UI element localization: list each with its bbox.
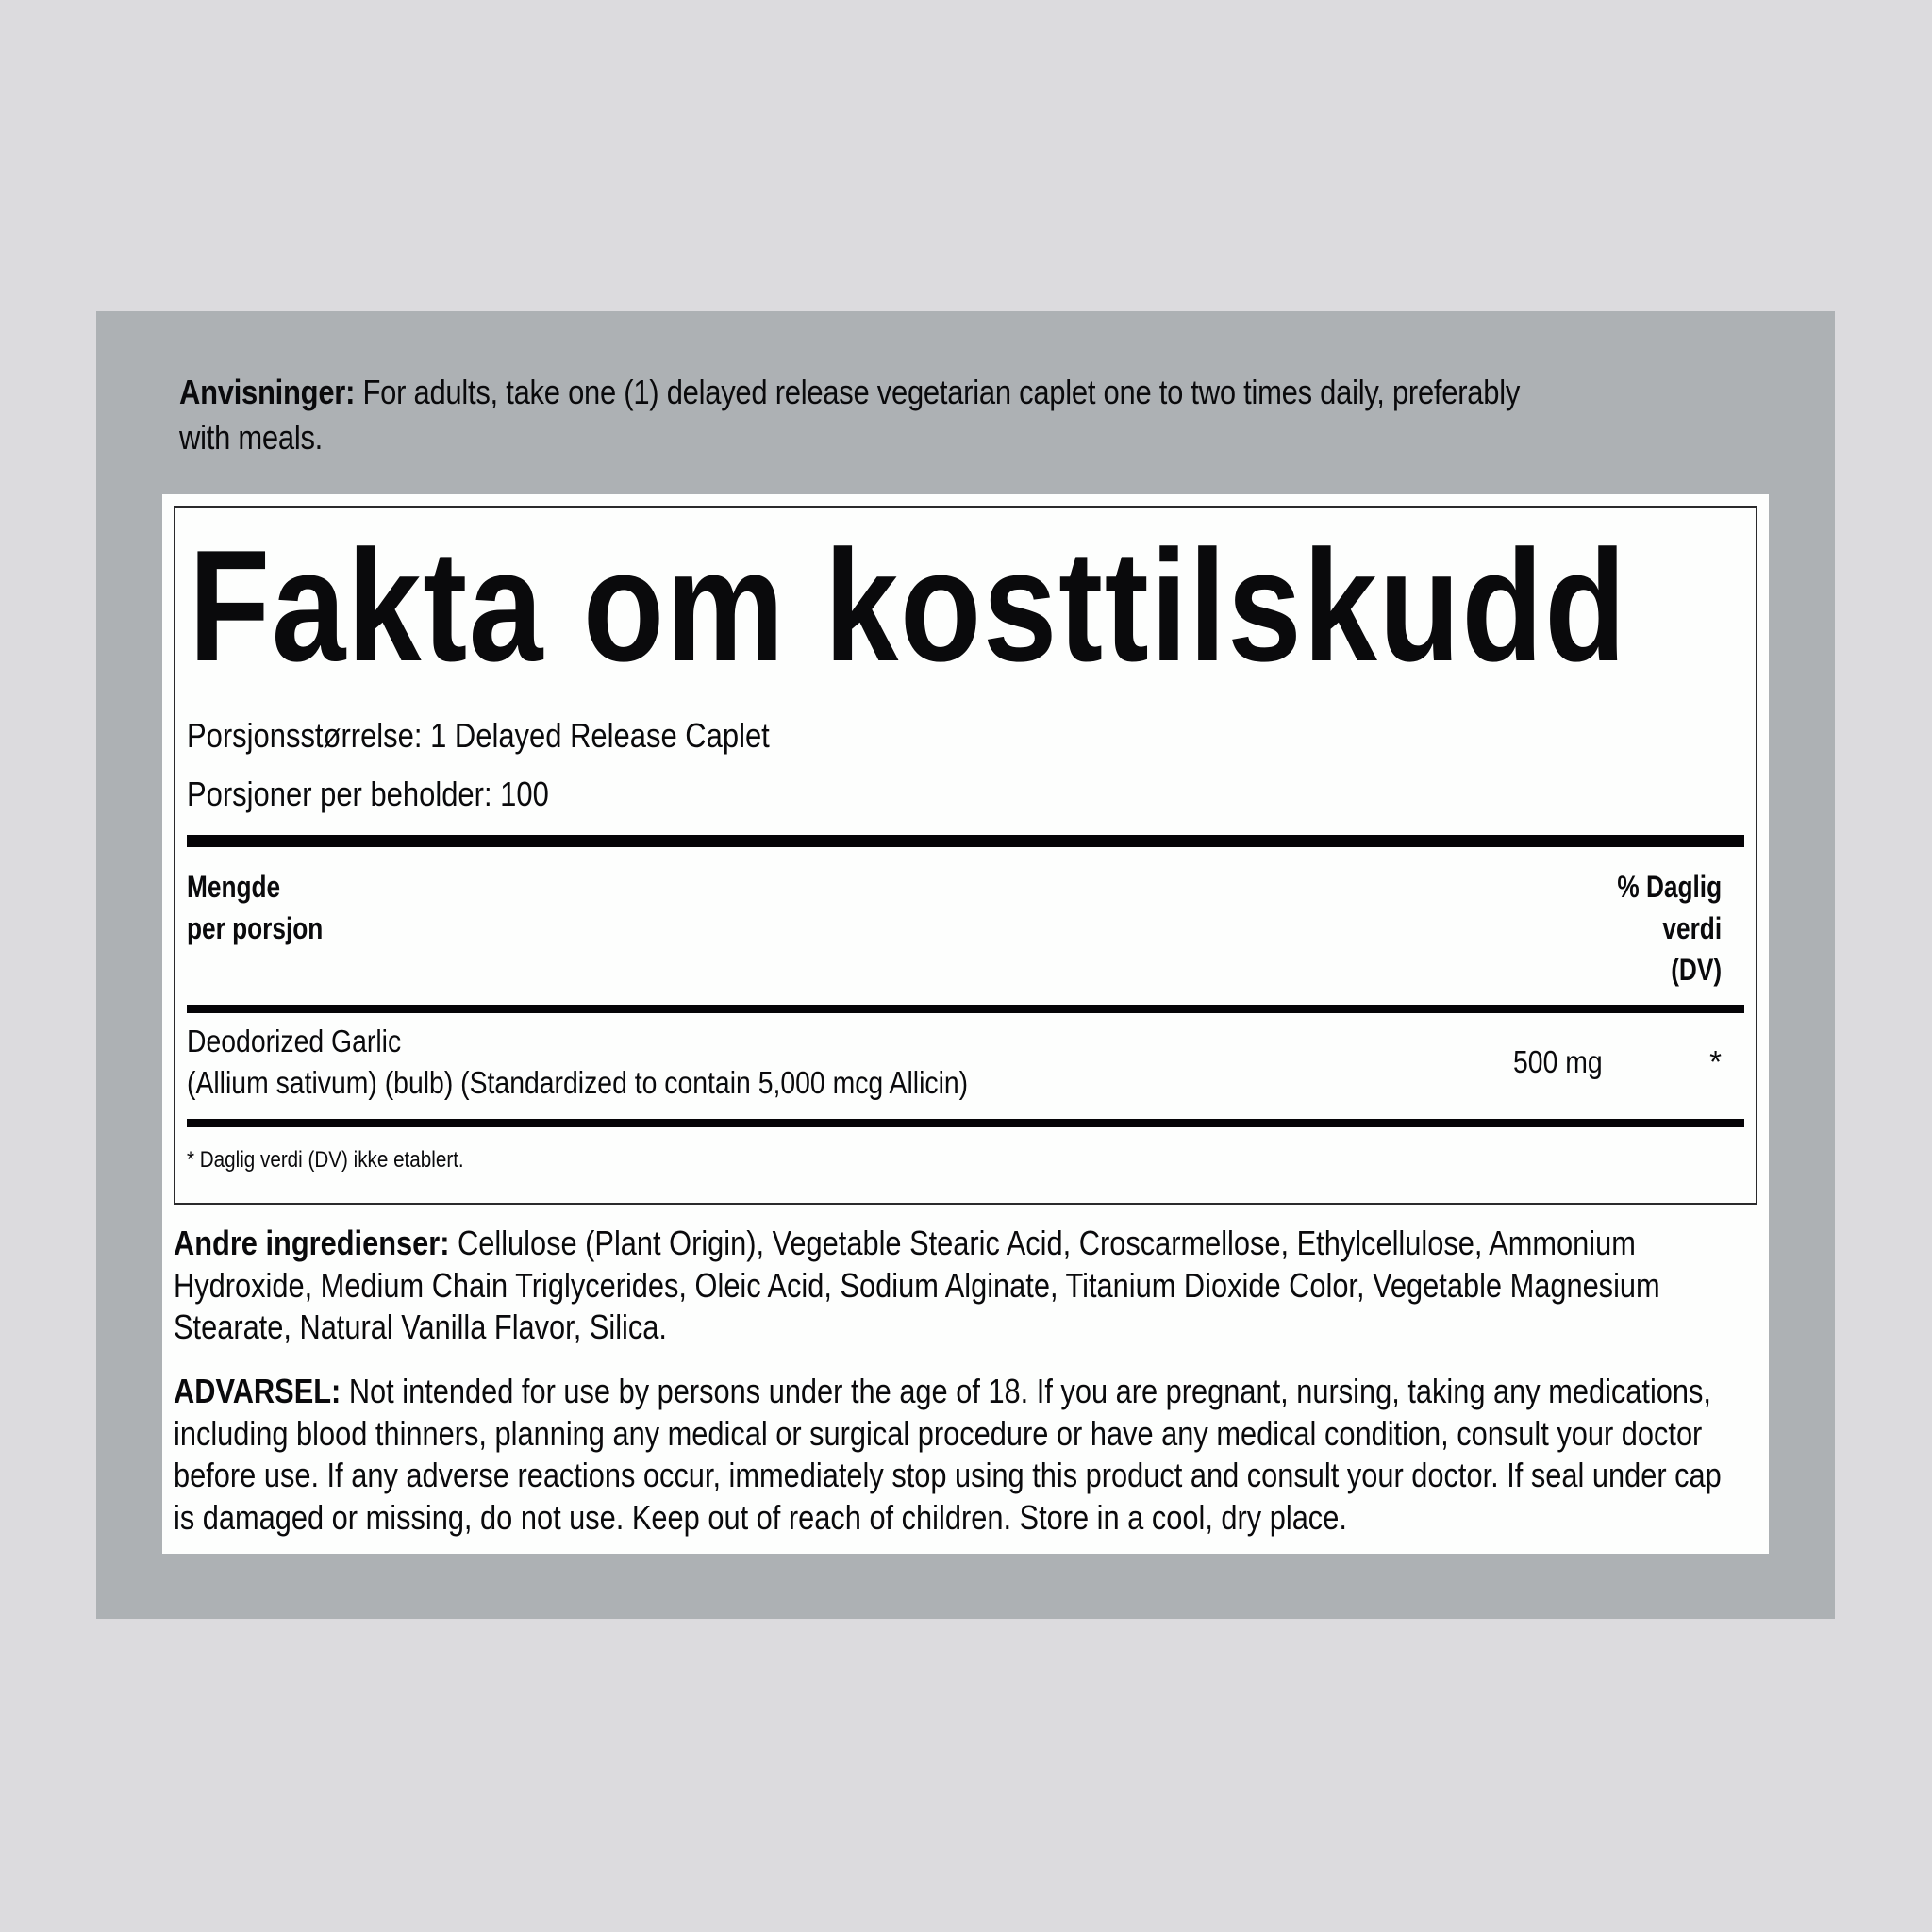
other-ingredients-label: Andre ingredienser:: [174, 1224, 450, 1262]
ingredient-name-line2: (Allium sativum) (bulb) (Standardized to contain 5,000 mcg Allicin): [187, 1065, 969, 1100]
daily-value-header: [1617, 866, 1722, 991]
header-right-line3: (DV): [1671, 953, 1722, 987]
directions: [179, 370, 1761, 460]
ingredient-name-line1: Deodorized Garlic: [187, 1024, 402, 1058]
warning-line4: is damaged or missing, do not use. Keep out of reach of children. Store in a cool, dry place.: [174, 1497, 1347, 1537]
other-ingredients-line3: Stearate, Natural Vanilla Flavor, Silica.: [174, 1307, 667, 1346]
warning: [174, 1371, 1739, 1539]
header-right-line2: verdi: [1662, 911, 1722, 945]
other-ingredients: [174, 1223, 1739, 1349]
servings-per-container: Porsjoner per beholder: 100: [187, 774, 549, 813]
warning-line3: before use. If any adverse reactions occur, immediately stop using this product and consult your doctor. If seal under cap: [174, 1456, 1722, 1494]
supplement-facts-box: [174, 506, 1757, 1205]
directions-label: Anvisninger:: [179, 373, 356, 411]
ingredient-name: [187, 1021, 968, 1104]
thick-divider: [187, 835, 1744, 847]
warning-line1: Not intended for use by persons under the age of 18. If you are pregnant, nursing, taking any medications,: [341, 1372, 1711, 1410]
ingredient-daily-value: *: [1709, 1044, 1722, 1079]
serving-size: Porsjonsstørrelse: 1 Delayed Release Caplet: [187, 716, 770, 755]
facts-title: Fakta om kosttilskudd: [189, 517, 1628, 694]
header-right-line1: % Daglig: [1617, 870, 1722, 904]
ingredient-amount: 500 mg: [1513, 1044, 1603, 1079]
daily-value-footnote: * Daglig verdi (DV) ikke etablert.: [187, 1147, 464, 1173]
divider: [187, 1005, 1744, 1013]
amount-per-serving-header: [187, 866, 323, 949]
other-ingredients-line2: Hydroxide, Medium Chain Triglycerides, Oleic Acid, Sodium Alginate, Titanium Dioxide Color, Vegetable Magnesium: [174, 1265, 1660, 1305]
header-left-line2: per porsjon: [187, 911, 324, 945]
directions-text-line2: with meals.: [179, 418, 324, 457]
directions-text: For adults, take one (1) delayed release vegetarian caplet one to two times daily, preferably: [355, 373, 1521, 411]
warning-label: ADVARSEL:: [174, 1372, 341, 1410]
header-left-line1: Mengde: [187, 870, 281, 904]
warning-line2: including blood thinners, planning any medical or surgical procedure or have any medical condition, consult your doctor: [174, 1413, 1703, 1453]
divider: [187, 1119, 1744, 1127]
other-ingredients-line1: Cellulose (Plant Origin), Vegetable Stearic Acid, Croscarmellose, Ethylcellulose, Ammonium: [449, 1224, 1636, 1262]
